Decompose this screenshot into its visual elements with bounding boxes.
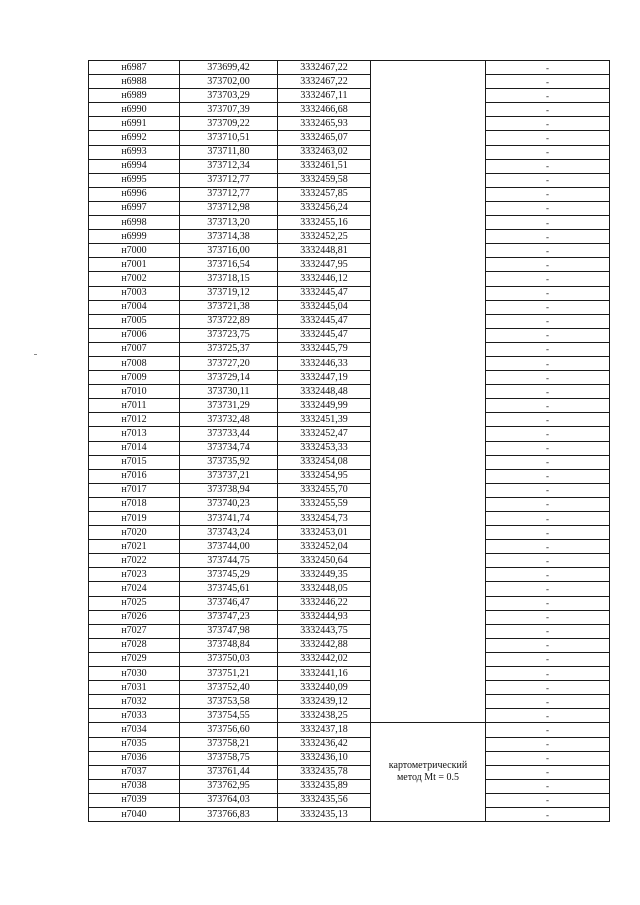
table-row (89, 399, 610, 413)
table-row (89, 427, 610, 441)
point-id-cell: н7036 (89, 751, 180, 765)
note-cell: - (486, 568, 610, 582)
y-coordinate-cell: 3332467,11 (278, 89, 371, 103)
x-coordinate-cell: 373748,84 (180, 638, 278, 652)
point-id-cell: н7040 (89, 807, 180, 821)
point-id-cell: н7004 (89, 300, 180, 314)
note-cell: - (486, 540, 610, 554)
x-coordinate-cell: 373762,95 (180, 779, 278, 793)
point-id-cell: н7025 (89, 596, 180, 610)
x-coordinate-cell: 373766,83 (180, 807, 278, 821)
note-cell: - (486, 314, 610, 328)
table-row (89, 526, 610, 540)
x-coordinate-cell: 373764,03 (180, 793, 278, 807)
point-id-cell: н7002 (89, 272, 180, 286)
scan-artifact (34, 354, 37, 355)
y-coordinate-cell: 3332448,81 (278, 244, 371, 258)
point-id-cell: н7024 (89, 582, 180, 596)
table-row (89, 300, 610, 314)
y-coordinate-cell: 3332449,99 (278, 399, 371, 413)
table-row (89, 131, 610, 145)
y-coordinate-cell: 3332436,10 (278, 751, 371, 765)
note-cell: - (486, 638, 610, 652)
x-coordinate-cell: 373753,58 (180, 695, 278, 709)
point-id-cell: н7022 (89, 554, 180, 568)
point-id-cell: н6989 (89, 89, 180, 103)
y-coordinate-cell: 3332445,47 (278, 286, 371, 300)
note-cell: - (486, 723, 610, 737)
point-id-cell: н6999 (89, 230, 180, 244)
x-coordinate-cell: 373758,21 (180, 737, 278, 751)
note-cell: - (486, 807, 610, 821)
point-id-cell: н6990 (89, 103, 180, 117)
point-id-cell: н7039 (89, 793, 180, 807)
note-cell: - (486, 159, 610, 173)
x-coordinate-cell: 373709,22 (180, 117, 278, 131)
x-coordinate-cell: 373702,00 (180, 75, 278, 89)
method-text-line: картометрический (388, 760, 468, 772)
y-coordinate-cell: 3332454,73 (278, 512, 371, 526)
y-coordinate-cell: 3332465,93 (278, 117, 371, 131)
x-coordinate-cell: 373727,20 (180, 356, 278, 370)
y-coordinate-cell: 3332446,12 (278, 272, 371, 286)
note-cell: - (486, 427, 610, 441)
y-coordinate-cell: 3332455,16 (278, 216, 371, 230)
x-coordinate-cell: 373735,92 (180, 455, 278, 469)
table-row (89, 328, 610, 342)
y-coordinate-cell: 3332452,25 (278, 230, 371, 244)
point-id-cell: н7000 (89, 244, 180, 258)
y-coordinate-cell: 3332436,42 (278, 737, 371, 751)
table-row (89, 201, 610, 215)
x-coordinate-cell: 373745,61 (180, 582, 278, 596)
x-coordinate-cell: 373740,23 (180, 497, 278, 511)
y-coordinate-cell: 3332465,07 (278, 131, 371, 145)
x-coordinate-cell: 373710,51 (180, 131, 278, 145)
y-coordinate-cell: 3332439,12 (278, 695, 371, 709)
table-row (89, 610, 610, 624)
point-id-cell: н7013 (89, 427, 180, 441)
point-id-cell: н6995 (89, 173, 180, 187)
method-text-line: метод Mt = 0.5 (396, 772, 460, 784)
note-cell: - (486, 667, 610, 681)
table-row (89, 807, 610, 821)
point-id-cell: н6998 (89, 216, 180, 230)
y-coordinate-cell: 3332449,35 (278, 568, 371, 582)
y-coordinate-cell: 3332445,04 (278, 300, 371, 314)
y-coordinate-cell: 3332447,19 (278, 371, 371, 385)
x-coordinate-cell: 373747,98 (180, 624, 278, 638)
table-row (89, 540, 610, 554)
x-coordinate-cell: 373754,55 (180, 709, 278, 723)
note-cell: - (486, 652, 610, 666)
note-cell: - (486, 286, 610, 300)
x-coordinate-cell: 373712,77 (180, 187, 278, 201)
table-row (89, 723, 610, 737)
point-id-cell: н7012 (89, 413, 180, 427)
note-cell: - (486, 554, 610, 568)
point-id-cell: н7020 (89, 526, 180, 540)
table-row (89, 173, 610, 187)
y-coordinate-cell: 3332438,25 (278, 709, 371, 723)
table-row (89, 441, 610, 455)
y-coordinate-cell: 3332442,88 (278, 638, 371, 652)
point-id-cell: н7008 (89, 356, 180, 370)
point-id-cell: н7034 (89, 723, 180, 737)
y-coordinate-cell: 3332467,22 (278, 61, 371, 75)
point-id-cell: н7016 (89, 469, 180, 483)
table-row (89, 667, 610, 681)
point-id-cell: н6996 (89, 187, 180, 201)
y-coordinate-cell: 3332442,02 (278, 652, 371, 666)
x-coordinate-cell: 373751,21 (180, 667, 278, 681)
x-coordinate-cell: 373712,34 (180, 159, 278, 173)
y-coordinate-cell: 3332446,33 (278, 356, 371, 370)
point-id-cell: н7030 (89, 667, 180, 681)
x-coordinate-cell: 373756,60 (180, 723, 278, 737)
x-coordinate-cell: 373761,44 (180, 765, 278, 779)
table-row (89, 244, 610, 258)
note-cell: - (486, 596, 610, 610)
point-id-cell: н7026 (89, 610, 180, 624)
table-row (89, 89, 610, 103)
x-coordinate-cell: 373734,74 (180, 441, 278, 455)
table-row (89, 737, 610, 751)
y-coordinate-cell: 3332440,09 (278, 681, 371, 695)
x-coordinate-cell: 373733,44 (180, 427, 278, 441)
note-cell: - (486, 469, 610, 483)
table-row (89, 497, 610, 511)
point-id-cell: н7001 (89, 258, 180, 272)
table-row (89, 554, 610, 568)
note-cell: - (486, 300, 610, 314)
note-cell: - (486, 342, 610, 356)
y-coordinate-cell: 3332437,18 (278, 723, 371, 737)
note-cell: - (486, 483, 610, 497)
note-cell: - (486, 385, 610, 399)
y-coordinate-cell: 3332454,08 (278, 455, 371, 469)
table-row (89, 469, 610, 483)
x-coordinate-cell: 373746,47 (180, 596, 278, 610)
x-coordinate-cell: 373699,42 (180, 61, 278, 75)
y-coordinate-cell: 3332448,48 (278, 385, 371, 399)
point-id-cell: н6992 (89, 131, 180, 145)
point-id-cell: н7014 (89, 441, 180, 455)
x-coordinate-cell: 373732,48 (180, 413, 278, 427)
x-coordinate-cell: 373718,15 (180, 272, 278, 286)
note-cell: - (486, 117, 610, 131)
point-id-cell: н7011 (89, 399, 180, 413)
table-row (89, 187, 610, 201)
table-row (89, 385, 610, 399)
table-row (89, 568, 610, 582)
point-id-cell: н6991 (89, 117, 180, 131)
x-coordinate-cell: 373738,94 (180, 483, 278, 497)
table-row (89, 455, 610, 469)
x-coordinate-cell: 373723,75 (180, 328, 278, 342)
point-id-cell: н7007 (89, 342, 180, 356)
table-row (89, 681, 610, 695)
x-coordinate-cell: 373737,21 (180, 469, 278, 483)
table-row (89, 793, 610, 807)
table-row (89, 145, 610, 159)
x-coordinate-cell: 373744,00 (180, 540, 278, 554)
y-coordinate-cell: 3332450,64 (278, 554, 371, 568)
note-cell: - (486, 582, 610, 596)
note-cell: - (486, 709, 610, 723)
note-cell: - (486, 624, 610, 638)
y-coordinate-cell: 3332435,78 (278, 765, 371, 779)
y-coordinate-cell: 3332443,75 (278, 624, 371, 638)
point-id-cell: н7029 (89, 652, 180, 666)
y-coordinate-cell: 3332454,95 (278, 469, 371, 483)
x-coordinate-cell: 373714,38 (180, 230, 278, 244)
x-coordinate-cell: 373712,98 (180, 201, 278, 215)
y-coordinate-cell: 3332441,16 (278, 667, 371, 681)
note-cell: - (486, 765, 610, 779)
point-id-cell: н7028 (89, 638, 180, 652)
table-row (89, 709, 610, 723)
point-id-cell: н7017 (89, 483, 180, 497)
x-coordinate-cell: 373750,03 (180, 652, 278, 666)
note-cell: - (486, 793, 610, 807)
y-coordinate-cell: 3332445,47 (278, 328, 371, 342)
table-row (89, 596, 610, 610)
y-coordinate-cell: 3332446,22 (278, 596, 371, 610)
note-cell: - (486, 371, 610, 385)
table-row (89, 638, 610, 652)
x-coordinate-cell: 373741,74 (180, 512, 278, 526)
note-cell: - (486, 173, 610, 187)
note-cell: - (486, 526, 610, 540)
note-cell: - (486, 244, 610, 258)
method-cell (371, 61, 486, 723)
x-coordinate-cell: 373703,29 (180, 89, 278, 103)
y-coordinate-cell: 3332452,47 (278, 427, 371, 441)
note-cell: - (486, 89, 610, 103)
x-coordinate-cell: 373719,12 (180, 286, 278, 300)
note-cell: - (486, 497, 610, 511)
y-coordinate-cell: 3332453,01 (278, 526, 371, 540)
coordinates-table-body (89, 61, 610, 822)
point-id-cell: н7023 (89, 568, 180, 582)
x-coordinate-cell: 373752,40 (180, 681, 278, 695)
note-cell: - (486, 61, 610, 75)
note-cell: - (486, 737, 610, 751)
table-row (89, 483, 610, 497)
note-cell: - (486, 455, 610, 469)
point-id-cell: н6993 (89, 145, 180, 159)
table-row (89, 652, 610, 666)
x-coordinate-cell: 373758,75 (180, 751, 278, 765)
point-id-cell: н7031 (89, 681, 180, 695)
note-cell: - (486, 610, 610, 624)
y-coordinate-cell: 3332435,56 (278, 793, 371, 807)
table-row (89, 61, 610, 75)
x-coordinate-cell: 373744,75 (180, 554, 278, 568)
note-cell: - (486, 751, 610, 765)
note-cell: - (486, 187, 610, 201)
table-row (89, 779, 610, 793)
y-coordinate-cell: 3332445,79 (278, 342, 371, 356)
point-id-cell: н7006 (89, 328, 180, 342)
table-row (89, 582, 610, 596)
y-coordinate-cell: 3332445,47 (278, 314, 371, 328)
table-row (89, 751, 610, 765)
x-coordinate-cell: 373716,54 (180, 258, 278, 272)
table-row (89, 286, 610, 300)
table-row (89, 512, 610, 526)
note-cell: - (486, 216, 610, 230)
note-cell: - (486, 131, 610, 145)
y-coordinate-cell: 3332444,93 (278, 610, 371, 624)
table-row (89, 103, 610, 117)
table-row (89, 342, 610, 356)
y-coordinate-cell: 3332467,22 (278, 75, 371, 89)
point-id-cell: н7018 (89, 497, 180, 511)
table-row (89, 314, 610, 328)
y-coordinate-cell: 3332453,33 (278, 441, 371, 455)
y-coordinate-cell: 3332455,59 (278, 497, 371, 511)
table-row (89, 117, 610, 131)
point-id-cell: н7005 (89, 314, 180, 328)
y-coordinate-cell: 3332451,39 (278, 413, 371, 427)
point-id-cell: н7009 (89, 371, 180, 385)
point-id-cell: н6988 (89, 75, 180, 89)
point-id-cell: н7035 (89, 737, 180, 751)
point-id-cell: н7038 (89, 779, 180, 793)
x-coordinate-cell: 373707,39 (180, 103, 278, 117)
table-row (89, 371, 610, 385)
y-coordinate-cell: 3332447,95 (278, 258, 371, 272)
y-coordinate-cell: 3332466,68 (278, 103, 371, 117)
point-id-cell: н7015 (89, 455, 180, 469)
y-coordinate-cell: 3332461,51 (278, 159, 371, 173)
note-cell: - (486, 441, 610, 455)
y-coordinate-cell: 3332435,89 (278, 779, 371, 793)
y-coordinate-cell: 3332435,13 (278, 807, 371, 821)
note-cell: - (486, 258, 610, 272)
note-cell: - (486, 328, 610, 342)
x-coordinate-cell: 373713,20 (180, 216, 278, 230)
x-coordinate-cell: 373745,29 (180, 568, 278, 582)
table-row (89, 159, 610, 173)
table-row (89, 695, 610, 709)
note-cell: - (486, 103, 610, 117)
note-cell: - (486, 272, 610, 286)
y-coordinate-cell: 3332463,02 (278, 145, 371, 159)
y-coordinate-cell: 3332452,04 (278, 540, 371, 554)
table-row (89, 765, 610, 779)
point-id-cell: н7010 (89, 385, 180, 399)
note-cell: - (486, 681, 610, 695)
point-id-cell: н7021 (89, 540, 180, 554)
method-cell (371, 723, 486, 822)
note-cell: - (486, 779, 610, 793)
table-row (89, 356, 610, 370)
point-id-cell: н7033 (89, 709, 180, 723)
x-coordinate-cell: 373716,00 (180, 244, 278, 258)
table-row (89, 230, 610, 244)
note-cell: - (486, 512, 610, 526)
y-coordinate-cell: 3332457,85 (278, 187, 371, 201)
x-coordinate-cell: 373712,77 (180, 173, 278, 187)
note-cell: - (486, 413, 610, 427)
x-coordinate-cell: 373731,29 (180, 399, 278, 413)
y-coordinate-cell: 3332455,70 (278, 483, 371, 497)
y-coordinate-cell: 3332448,05 (278, 582, 371, 596)
note-cell: - (486, 695, 610, 709)
x-coordinate-cell: 373729,14 (180, 371, 278, 385)
table-row (89, 272, 610, 286)
note-cell: - (486, 399, 610, 413)
y-coordinate-cell: 3332459,58 (278, 173, 371, 187)
x-coordinate-cell: 373721,38 (180, 300, 278, 314)
point-id-cell: н6987 (89, 61, 180, 75)
table-row (89, 413, 610, 427)
point-id-cell: н7027 (89, 624, 180, 638)
table-row (89, 258, 610, 272)
note-cell: - (486, 201, 610, 215)
point-id-cell: н7019 (89, 512, 180, 526)
x-coordinate-cell: 373725,37 (180, 342, 278, 356)
table-row (89, 624, 610, 638)
point-id-cell: н7037 (89, 765, 180, 779)
point-id-cell: н7003 (89, 286, 180, 300)
coordinates-table (88, 60, 610, 822)
x-coordinate-cell: 373743,24 (180, 526, 278, 540)
x-coordinate-cell: 373711,80 (180, 145, 278, 159)
x-coordinate-cell: 373722,89 (180, 314, 278, 328)
note-cell: - (486, 75, 610, 89)
note-cell: - (486, 230, 610, 244)
note-cell: - (486, 356, 610, 370)
x-coordinate-cell: 373730,11 (180, 385, 278, 399)
note-cell: - (486, 145, 610, 159)
y-coordinate-cell: 3332456,24 (278, 201, 371, 215)
point-id-cell: н6997 (89, 201, 180, 215)
point-id-cell: н7032 (89, 695, 180, 709)
point-id-cell: н6994 (89, 159, 180, 173)
table-row (89, 75, 610, 89)
table-row (89, 216, 610, 230)
x-coordinate-cell: 373747,23 (180, 610, 278, 624)
